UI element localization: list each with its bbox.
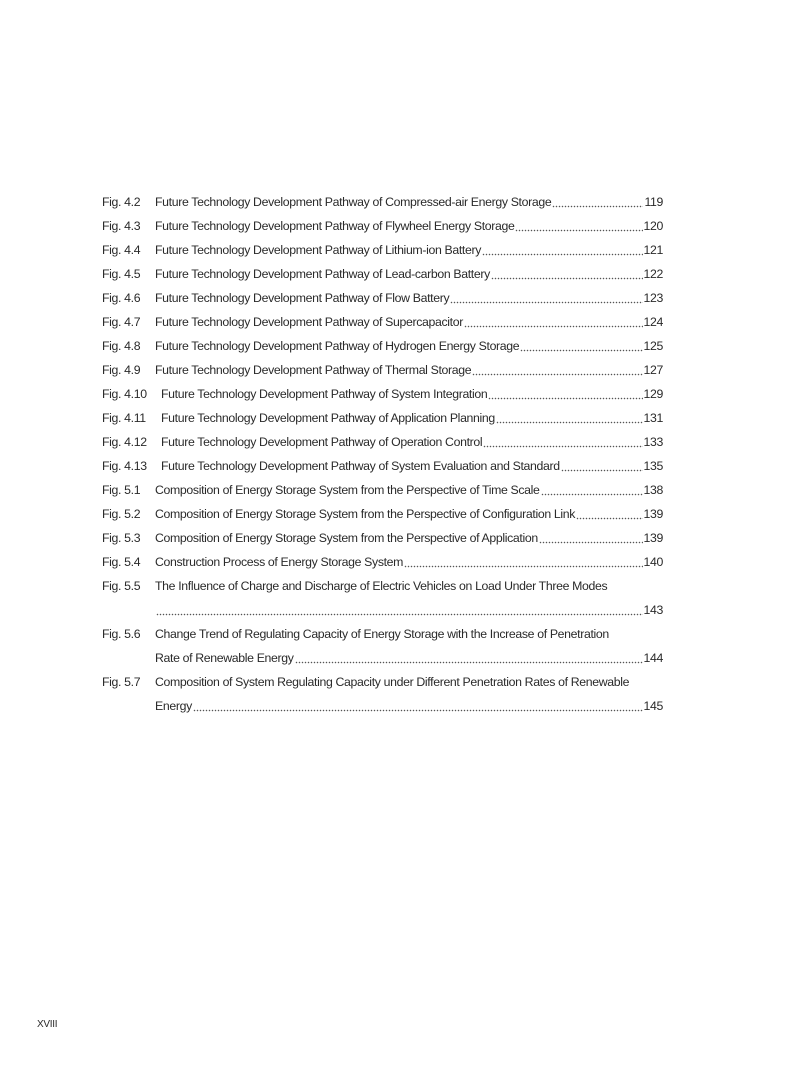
page-ref: 133 xyxy=(643,435,663,449)
figure-title: Composition of Energy Storage System from the Perspective of Configuration Link xyxy=(155,507,576,521)
toc-entry[interactable] xyxy=(102,622,663,646)
figure-title: Future Technology Development Pathway of System Integration xyxy=(161,387,488,401)
dot-leader xyxy=(491,262,643,286)
page-ref: 143 xyxy=(643,603,663,617)
figure-title: Future Technology Development Pathway of Operation Control xyxy=(161,435,483,449)
toc-entry[interactable] xyxy=(102,382,663,406)
figure-number: Fig. 5.2 xyxy=(102,507,141,521)
figure-title-continued: Energy xyxy=(155,699,192,713)
figure-title: Composition of Energy Storage System from the Perspective of Application xyxy=(155,531,538,545)
page-ref: 145 xyxy=(643,699,663,713)
figure-number: Fig. 5.1 xyxy=(102,483,141,497)
toc-entry[interactable] xyxy=(102,454,663,478)
figure-number: Fig. 4.12 xyxy=(102,435,147,449)
figure-number: Fig. 4.6 xyxy=(102,291,141,305)
figure-number: Fig. 4.5 xyxy=(102,267,141,281)
figure-number: Fig. 4.8 xyxy=(102,339,141,353)
toc-entry[interactable] xyxy=(102,334,663,358)
figure-title: Composition of Energy Storage System from the Perspective of Time Scale xyxy=(155,483,540,497)
dot-leader xyxy=(488,382,642,406)
dot-leader xyxy=(156,598,643,622)
dot-leader xyxy=(472,358,642,382)
page-ref: 122 xyxy=(643,267,663,281)
dot-leader xyxy=(450,286,642,310)
figure-title: Construction Process of Energy Storage System xyxy=(155,555,404,569)
figure-number: Fig. 4.4 xyxy=(102,243,141,257)
toc-entry[interactable] xyxy=(102,286,663,310)
dot-leader xyxy=(482,238,643,262)
figure-title: Composition of System Regulating Capacity under Different Penetration Rates of Renewable xyxy=(155,675,630,689)
figure-title: Future Technology Development Pathway of Lead-carbon Battery xyxy=(155,267,490,281)
page-ref: 139 xyxy=(643,531,663,545)
dot-leader xyxy=(515,214,642,238)
figure-title: Future Technology Development Pathway of Application Planning xyxy=(161,411,495,425)
figure-title: Future Technology Development Pathway of Flywheel Energy Storage xyxy=(155,219,515,233)
toc-entry[interactable] xyxy=(102,190,663,214)
dot-leader xyxy=(539,526,643,550)
figure-number: Fig. 5.4 xyxy=(102,555,141,569)
dot-leader xyxy=(520,334,642,358)
figure-number: Fig. 4.11 xyxy=(102,411,146,425)
toc-entry[interactable] xyxy=(102,358,663,382)
page-ref: 119 xyxy=(644,195,663,209)
figure-number: Fig. 4.13 xyxy=(102,459,147,473)
dot-leader xyxy=(541,478,643,502)
toc-entry[interactable] xyxy=(102,430,663,454)
dot-leader xyxy=(295,646,643,670)
page-number: XVIII xyxy=(37,1019,58,1030)
figure-title: Future Technology Development Pathway of Thermal Storage xyxy=(155,363,472,377)
toc-entry-continuation[interactable] xyxy=(102,598,663,622)
toc-entry-continuation[interactable] xyxy=(102,694,663,718)
dot-leader xyxy=(496,406,643,430)
figure-title: Future Technology Development Pathway of Lithium-ion Battery xyxy=(155,243,482,257)
figure-number: Fig. 4.10 xyxy=(102,387,147,401)
toc-entry[interactable] xyxy=(102,214,663,238)
page-ref: 131 xyxy=(643,411,663,425)
dot-leader xyxy=(404,550,642,574)
page-ref: 138 xyxy=(643,483,663,497)
toc-entry[interactable] xyxy=(102,502,663,526)
figure-number: Fig. 5.5 xyxy=(102,579,141,593)
page-ref: 125 xyxy=(643,339,663,353)
figure-title: Future Technology Development Pathway of Flow Battery xyxy=(155,291,450,305)
figure-number: Fig. 5.7 xyxy=(102,675,141,689)
figure-title: The Influence of Charge and Discharge of Electric Vehicles on Load Under Three Modes xyxy=(155,579,608,593)
toc-entry[interactable] xyxy=(102,238,663,262)
page-ref: 127 xyxy=(643,363,663,377)
toc-entry[interactable] xyxy=(102,406,663,430)
toc-entry[interactable] xyxy=(102,550,663,574)
figure-number: Fig. 5.6 xyxy=(102,627,141,641)
figure-title: Future Technology Development Pathway of Supercapacitor xyxy=(155,315,463,329)
dot-leader xyxy=(552,190,643,214)
toc-entry[interactable] xyxy=(102,262,663,286)
figure-number: Fig. 5.3 xyxy=(102,531,141,545)
figure-number: Fig. 4.3 xyxy=(102,219,141,233)
figure-title: Future Technology Development Pathway of Compressed-air Energy Storage xyxy=(155,195,552,209)
toc-entry[interactable] xyxy=(102,526,663,550)
figure-title: Future Technology Development Pathway of Hydrogen Energy Storage xyxy=(155,339,520,353)
page-ref: 121 xyxy=(643,243,663,257)
figure-number: Fig. 4.7 xyxy=(102,315,141,329)
toc-entry[interactable] xyxy=(102,478,663,502)
toc-entry[interactable] xyxy=(102,574,663,598)
toc-entry[interactable] xyxy=(102,670,663,694)
figure-number: Fig. 4.2 xyxy=(102,195,141,209)
page-ref: 120 xyxy=(643,219,663,233)
dot-leader xyxy=(464,310,643,334)
figure-title-continued: Rate of Renewable Energy xyxy=(155,651,294,665)
figure-title: Future Technology Development Pathway of System Evaluation and Standard xyxy=(161,459,560,473)
toc-entry-continuation[interactable] xyxy=(102,646,663,670)
page-ref: 135 xyxy=(643,459,663,473)
page-ref: 144 xyxy=(643,651,663,665)
dot-leader xyxy=(576,502,642,526)
figure-title: Change Trend of Regulating Capacity of Energy Storage with the Increase of Penetration xyxy=(155,627,609,641)
page-ref: 123 xyxy=(643,291,663,305)
page-ref: 129 xyxy=(643,387,663,401)
toc-entry[interactable] xyxy=(102,310,663,334)
dot-leader xyxy=(483,430,642,454)
page-ref: 140 xyxy=(643,555,663,569)
dot-leader xyxy=(193,694,643,718)
list-of-figures xyxy=(102,190,663,718)
figure-number: Fig. 4.9 xyxy=(102,363,141,377)
page-ref: 124 xyxy=(643,315,663,329)
dot-leader xyxy=(561,454,643,478)
page-ref: 139 xyxy=(643,507,663,521)
